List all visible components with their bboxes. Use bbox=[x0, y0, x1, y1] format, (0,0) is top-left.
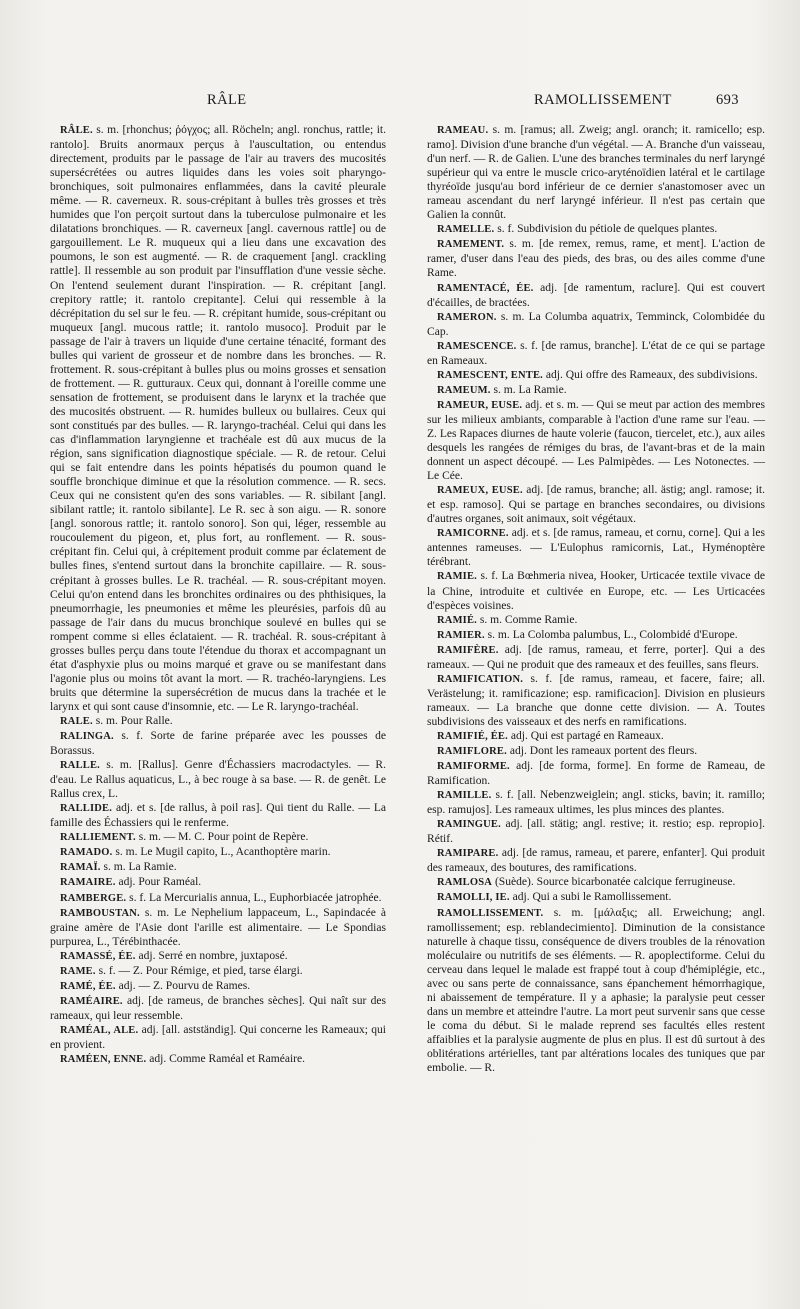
dictionary-entry bbox=[50, 994, 386, 1023]
entry-headword: RAMÉEN, ENNE. bbox=[60, 1054, 147, 1066]
entry-headword: RAMAÏ. bbox=[60, 862, 101, 874]
entry-definition: adj. et s. [de rallus, à poil ras]. Qui tient du Ralle. — La famille des Échassiers qui le renferme. bbox=[50, 802, 386, 830]
entry-headword: RAMBERGE. bbox=[60, 892, 127, 904]
entry-headword: RAMESCENCE. bbox=[437, 340, 517, 352]
entry-headword: RAMEAU. bbox=[437, 125, 489, 136]
dictionary-entry bbox=[50, 979, 386, 994]
dictionary-entry bbox=[50, 906, 386, 949]
entry-definition: adj. [de ramus, rameau, et ferre, porter]. Qui a des rameaux. — Qui ne produit que des rameaux et des feuilles, sans fleurs. bbox=[427, 643, 765, 671]
dictionary-entry bbox=[427, 672, 765, 729]
dictionary-entry bbox=[50, 758, 386, 801]
dictionary-entry bbox=[427, 483, 765, 526]
entry-definition: adj. [all. stätig; angl. restive; it. restio; esp. repropio]. Rétif. bbox=[427, 818, 765, 846]
entry-definition: (Suède). Source bicarbonatée calcique ferrugineuse. bbox=[492, 876, 736, 889]
dictionary-entry bbox=[50, 845, 386, 860]
dictionary-entry bbox=[427, 788, 765, 817]
entry-definition: adj. [de ramus, branche; all. ästig; angl. ramose; it. et esp. ramoso]. Qui se partage en branches secondaires, ou divisions d'autres organes, soit animaux, soit végétaux. bbox=[427, 484, 766, 526]
entry-headword: RAMÉAL, ALE. bbox=[60, 1024, 139, 1036]
dictionary-entry bbox=[427, 729, 765, 744]
entry-headword: RAMÉAIRE. bbox=[60, 995, 123, 1007]
left-column bbox=[50, 123, 386, 1067]
entry-definition: s. m. Le Nephelium lappaceum, L., Sapindacée à graine amère de l'Asie dont l'arille est alimentaire. — Le Spondias purpurea, L., Térébinthacée. bbox=[50, 906, 386, 948]
entry-definition: s. m. [ramus; all. Zweig; angl. oranch; it. ramicello; esp. ramo]. Division d'une branche d'un végétal. — A. Branche d'un vaisseau, d'un nerf. — R. de Galien. L'une des branches terminales du nerf laryngé supérieur qui va entre le muscle crico-aryténoïdien latéral et le cartilage thyréoïde jusqu'au bord inférieur de ce dernier s'anastomoser avec un rameau ascendant du nerf laryngé inférieur. Il n'est pas certain que Galien la connût. bbox=[427, 124, 765, 222]
entry-headword: RAMIFORME. bbox=[437, 761, 510, 773]
dictionary-entry bbox=[427, 237, 765, 280]
entry-definition: s. m. La Columba aquatrix, Temminck, Colombidée du Cap. bbox=[427, 310, 765, 338]
entry-definition: adj. Dont les rameaux portent des fleurs. bbox=[506, 745, 698, 758]
dictionary-entry bbox=[50, 875, 386, 890]
entry-definition: adj. et s. m. — Qui se meut par action des membres sur les milieux ambiants, comparable à l'action d'une rame sur l'eau. — Z. Les Rapaces diurnes de haute volerie (faucon, tiercelet, etc.), aux ailes desquels les rangées de rémiges du bras, de l'avant-bras et de la main donnent un aspect découpé. — Les Palmipèdes. — Les Notonectes. — Le Cée. bbox=[427, 398, 765, 483]
entry-headword: RALE. bbox=[60, 715, 93, 727]
entry-headword: RAMEUX, EUSE. bbox=[437, 485, 523, 497]
dictionary-entry bbox=[50, 830, 386, 845]
entry-headword: RALLIEMENT. bbox=[60, 832, 136, 844]
entry-headword: RAMAIRE. bbox=[60, 877, 116, 889]
entry-definition: s. m. La Colomba palumbus, L., Colombidé d'Europe. bbox=[484, 628, 738, 641]
dictionary-entry bbox=[50, 891, 386, 906]
entry-headword: RAMEUM. bbox=[437, 384, 491, 396]
dictionary-entry bbox=[427, 759, 765, 788]
dictionary-entry bbox=[427, 310, 765, 339]
entry-definition: adj. Qui a subi le Ramollissement. bbox=[509, 891, 672, 904]
entry-definition: s. f. La Bœhmeria nivea, Hooker, Urticacée textile vivace de la Chine, introduite et cultivée en Europe, etc. — Les Urticacées d'espèces voisines. bbox=[427, 570, 765, 612]
entry-headword: RAMLOSA bbox=[437, 877, 493, 889]
entry-headword: RAMESCENT, ENTE. bbox=[437, 369, 543, 381]
entry-headword: RAMEUR, EUSE. bbox=[437, 399, 523, 411]
entry-headword: RAMICORNE. bbox=[437, 528, 509, 540]
dictionary-entry bbox=[50, 801, 386, 830]
dictionary-entry bbox=[427, 569, 765, 612]
dictionary-entry bbox=[427, 526, 765, 569]
dictionary-entry bbox=[427, 846, 765, 875]
dictionary-entry bbox=[50, 860, 386, 875]
dictionary-entry bbox=[427, 744, 765, 759]
entry-headword: RAMOLLISSEMENT. bbox=[437, 907, 544, 919]
dictionary-entry bbox=[427, 383, 765, 398]
header-left-word: RÂLE bbox=[207, 92, 247, 108]
entry-definition: adj. [all. astständig]. Qui concerne les Rameaux; qui en provient. bbox=[50, 1023, 386, 1051]
dictionary-entry bbox=[50, 964, 386, 979]
entry-headword: RAMIER. bbox=[437, 629, 485, 641]
entry-headword: RAMIFÈRE. bbox=[437, 644, 499, 656]
dictionary-entry bbox=[50, 123, 386, 714]
dictionary-entry bbox=[50, 729, 386, 758]
entry-definition: s. m. Le Mugil capito, L., Acanthoptère marin. bbox=[112, 846, 331, 859]
entry-definition: adj. [de rameus, de branches sèches]. Qui naît sur des rameaux, qui leur ressemble. bbox=[50, 994, 386, 1022]
entry-definition: s. f. Sorte de farine préparée avec les pousses de Borassus. bbox=[50, 730, 386, 758]
dictionary-entry bbox=[427, 281, 765, 310]
entry-headword: RAMENTACÉ, ÉE. bbox=[437, 282, 534, 294]
entry-definition: adj. [de ramus, rameau, et parere, enfanter]. Qui produit des rameaux, des boutures, des ramifications. bbox=[427, 847, 765, 875]
entry-headword: RALLIDE. bbox=[60, 803, 113, 815]
entry-definition: adj. et s. [de ramus, rameau, et cornu, corne]. Qui a les antennes rameuses. — L'Eulophus ramicornis, Lat., Hyménoptère térébrant. bbox=[427, 527, 765, 569]
entry-definition: s. m. [de remex, remus, rame, et ment]. L'action de ramer, d'user dans l'eau des pieds, des bras, ou des ailes comme d'une Rame. bbox=[427, 238, 765, 280]
entry-headword: RAMINGUE. bbox=[437, 819, 501, 831]
entry-definition: s. m. Comme Ramie. bbox=[477, 613, 578, 626]
entry-definition: adj. — Z. Pourvu de Rames. bbox=[115, 979, 251, 992]
entry-headword: RAMIÉ. bbox=[437, 614, 477, 626]
entry-definition: s. f. La Mercurialis annua, L., Euphorbiacée jatrophée. bbox=[126, 891, 382, 904]
entry-definition: adj. Comme Raméal et Raméaire. bbox=[146, 1053, 306, 1066]
dictionary-entry bbox=[427, 398, 765, 483]
dictionary-entry bbox=[427, 817, 765, 846]
entry-headword: RAMBOUSTAN. bbox=[60, 907, 140, 919]
entry-headword: RAME. bbox=[60, 965, 96, 977]
entry-definition: adj. Serré en nombre, juxtaposé. bbox=[135, 949, 288, 962]
entry-definition: adj. [de forma, forme]. En forme de Rameau, de Ramification. bbox=[427, 760, 765, 788]
entry-definition: s. f. — Z. Pour Rémige, et pied, tarse élargi. bbox=[95, 964, 303, 977]
running-head bbox=[0, 92, 800, 114]
entry-definition: adj. Qui offre des Rameaux, des subdivisions. bbox=[542, 368, 758, 381]
dictionary-entry bbox=[427, 906, 765, 1076]
entry-definition: s. m. La Ramie. bbox=[490, 383, 567, 396]
dictionary-entry bbox=[427, 890, 765, 905]
entry-definition: s. f. [de ramus, rameau, et facere, faire; all. Verästelung; it. ramificazione; esp. ramificacion]. Division en plusieurs rameaux. — La branche que donne cette division. — A. Toutes subdivisions des vaisseaux et des nerfs en ramifications. bbox=[427, 672, 765, 728]
entry-definition: s. f. Subdivision du pétiole de quelques plantes. bbox=[494, 223, 718, 236]
entry-headword: RAMIFIÉ, ÉE. bbox=[437, 730, 508, 742]
entry-headword: RAMIPARE. bbox=[437, 848, 499, 860]
entry-definition: adj. Pour Raméal. bbox=[115, 876, 202, 889]
entry-definition: adj. Qui est partagé en Rameaux. bbox=[507, 729, 664, 742]
dictionary-entry bbox=[427, 368, 765, 383]
entry-headword: RALLE. bbox=[60, 760, 101, 772]
page-number: 693 bbox=[716, 92, 739, 108]
entry-headword: RAMIFLORE. bbox=[437, 746, 507, 758]
entry-headword: RAMIE. bbox=[437, 571, 477, 583]
entry-headword: RAMÉ, ÉE. bbox=[60, 980, 116, 992]
entry-headword: RAMOLLI, IE. bbox=[437, 892, 510, 904]
entry-headword: RAMADO. bbox=[60, 847, 113, 859]
entry-definition: s. m. [μάλαξις; all. Erweichung; angl. ramollissement; esp. reblandecimiento]. Diminution de la consistance naturelle à chaque tissu, conséquence de divers troubles de la rénovation moléculaire ou nutritifs de ses éléments. — R. apoplectiforme. Celui du cerveau dans lequel le malade est frappé tout à coup d'hémiplégie, etc., avec ou sans perte de connaissance, sans épanchement hémorrhagique, ni abaissement de température. Il y a aphasie; la paralysie peut cesser dans un membre et atteindre l'autre. La mort peut survenir sans que cesse le coma du début. Si le malade reprend ses facultés elles restent affaiblies et la paralysie augmente de plus en plus. Il est dû surtout à des oblitérations artérielles, tant par altérations locales des tuniques que par embolie. — R. bbox=[427, 906, 765, 1075]
dictionary-entry bbox=[50, 1023, 386, 1052]
entry-definition: adj. [de ramentum, raclure]. Qui est couvert d'écailles, de bractées. bbox=[427, 281, 765, 309]
entry-headword: RAMIFICATION. bbox=[437, 673, 524, 685]
entry-definition: s. f. [de ramus, branche]. L'état de ce qui se partage en Rameaux. bbox=[427, 339, 765, 367]
entry-headword: RÂLE. bbox=[60, 125, 93, 136]
dictionary-entry bbox=[50, 1052, 386, 1067]
dictionary-entry bbox=[427, 613, 765, 628]
dictionary-entry bbox=[427, 339, 765, 368]
header-center-word: RAMOLLISSEMENT bbox=[534, 92, 672, 108]
entry-definition: s. m. [rhonchus; ῥόγχος; all. Röcheln; angl. ronchus, rattle; it. rantolo]. Bruits anormaux perçus à l'auscultation, ou entendus directement, produits par le passage de l'air au travers des mucosités supersécrétées ou autres liquides dans les voies soit pharyngo-bronchiques, soit pulmonaires enflammées, dans la cavité pleurale même. — R. caverneux. R. sous-crépitant à bulles très grosses et très humides que l'on perçoit surtout dans la tuberculose pulmonaire et les dilatations bronchiques. — R. caverneux [angl. cavernous rattle] ou de gargouillement. Le R. muqueux qui a lieu dans une excavation des poumons, le son est augmenté. — R. de craquement [angl. crackling rattle]. Il ressemble au son produit par l'insufflation d'une vessie sèche. On l'entend seulement durant l'inspiration. — R. crépitant [angl. crepitory rattle; it. rantolo crepitante]. Celui qui ressemble à la décrépitation du sel sur le feu. — R. crépitant humide, sous-crépitant ou muqueux [angl. mucous rattle; it. rantolo musoco]. Produit par le passage de l'air à travers un liquide d'une certaine ténacité, formant des bulles qui varient de grosseur et de nombre dans les bronches. — R. frottement. R. sous-crépitant à bulles plus ou moins grosses et sensation de frottement. — R. gutturaux. Ceux qui, donnant à l'oreille comme une sensation de frottement, se produisent dans le larynx et la trachée que des mucosités obstruent. — R. humides bulleux ou bullaires. Ceux qui sont constitués par des bulles. — R. laryngo-trachéal. Celui qui dans les cas d'inflammation laryngienne et trachéale est dû aux mucus de la région, sans signification diagnostique spéciale. — R. de retour. Celui qui se fait entendre dans les points hépatisés du poumon quand le souffle bronchique diminue et que la résolution commence. — R. secs. Ceux qui ne consistent qu'en des sons variables. — R. sibilant [angl. sibilant rattle; it. rantolo sibilante]. Le R. sec à son aigu. — R. sonore [angl. sonorous rattle; it. rantolo sonoro]. Son qui, léger, ressemble au roucoulement du pigeon, et, plus fort, au ronflement. — R. sous-crépitant fin. Celui qui, à crépitement produit comme par éclatement de bulles fines, s'entend surtout dans la bronchite capillaire. — R. sous-crépitant à grosses bulles. Le R. trachéal. — R. sous-crépitant moyen. Celui qu'on entend dans les bronchites ordinaires ou des phthisiques, la pneumorrhagie, les pneumonies et même les pleurésies, parfois dû au passage de l'air dans du mucus bronchique soulevé en bulles qui se rompent comme si elles éclataient. — R. trachéal. R. sous-crépitant à grosses bulles perçu dans toute l'étendue du thorax et accompagnant un état d'asphyxie plus ou moins marqué et grave ou se manifestant dans l'agonie plus ou moins tôt avant la mort. — R. trachéo-laryngiens. Les bruits que détermine la supersécrétion de mucus dans la trachée et le larynx et qui sont cause d'insomnie, etc. — Le R. laryngo-trachéal. bbox=[50, 124, 386, 713]
right-column bbox=[427, 123, 765, 1075]
entry-headword: RAMILLE. bbox=[437, 790, 492, 802]
entry-definition: s. m. Pour Ralle. bbox=[92, 714, 173, 727]
entry-definition: s. f. [all. Nebenzweiglein; angl. sticks, bavin; it. ramillo; esp. ramujos]. Les rameaux ultimes, les plus minces des plantes. bbox=[427, 789, 765, 817]
entry-definition: s. m. [Rallus]. Genre d'Échassiers macrodactyles. — R. d'eau. Le Rallus aquaticus, L., à bec rouge à sa base. — R. de genêt. Le Rallus crex, L. bbox=[50, 759, 386, 801]
entry-headword: RALINGA. bbox=[60, 731, 114, 743]
entry-definition: s. m. La Ramie. bbox=[100, 861, 177, 874]
dictionary-entry bbox=[427, 123, 765, 222]
entry-definition: s. m. — M. C. Pour point de Repère. bbox=[135, 831, 309, 844]
dictionary-entry bbox=[427, 875, 765, 890]
entry-headword: RAMEMENT. bbox=[437, 239, 505, 251]
dictionary-entry bbox=[50, 714, 386, 729]
dictionary-entry bbox=[50, 949, 386, 964]
entry-headword: RAMELLE. bbox=[437, 224, 495, 236]
dictionary-entry bbox=[427, 628, 765, 643]
dictionary-entry bbox=[427, 222, 765, 237]
dictionary-entry bbox=[427, 643, 765, 672]
entry-headword: RAMERON. bbox=[437, 311, 497, 323]
entry-headword: RAMASSÉ, ÉE. bbox=[60, 950, 136, 962]
